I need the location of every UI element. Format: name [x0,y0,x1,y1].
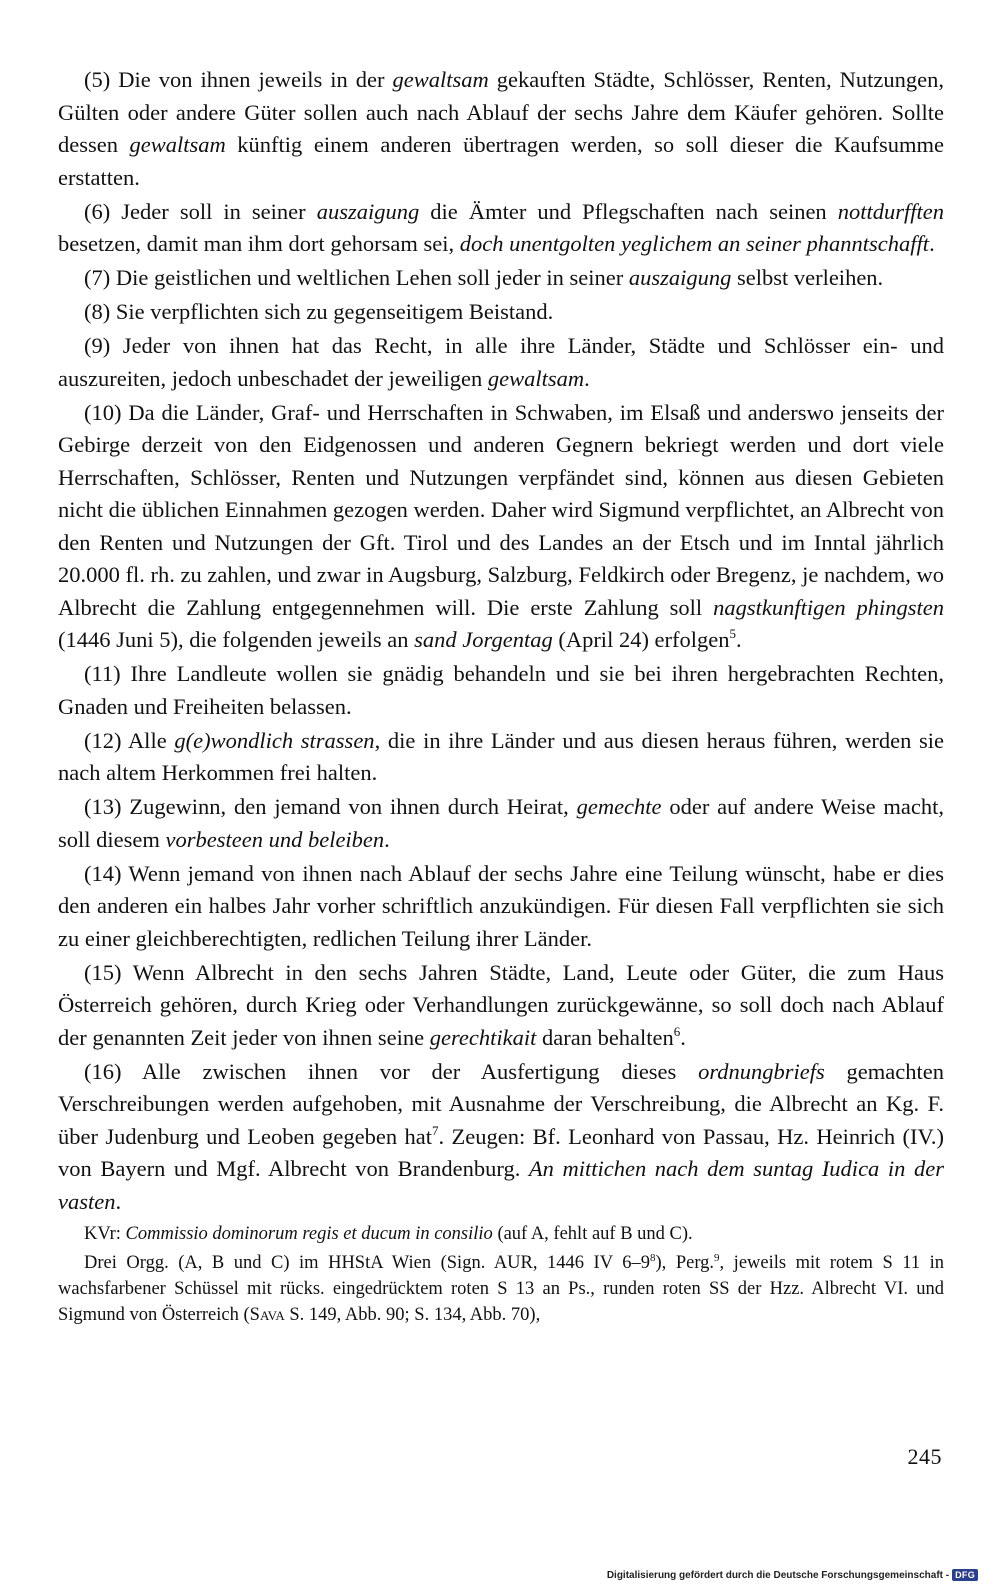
text-run: (April 24) erfolgen [552,627,730,652]
italic-term: An mittichen nach dem suntag Iudica in der vasten [58,1156,944,1214]
italic-term: sand Jorgentag [414,627,553,652]
text-run: (6) Jeder soll in seiner [84,198,317,224]
text-run: (7) Die geistlichen und weltlichen Lehen soll jeder in seiner [84,265,629,290]
paragraph [58,725,944,790]
text-run: besetzen, damit man ihm dort gehorsam sei, [58,231,460,256]
italic-term: nottdurfften [837,198,944,224]
text-run: . [115,1188,122,1214]
text-run: selbst verleihen. [731,265,884,290]
italic-term: nagstkunftigen phingsten [713,594,945,620]
paragraph [58,658,944,723]
source-note [58,1221,944,1247]
paragraph [58,296,944,329]
text-run: (14) Wenn jemand von ihnen nach Ablauf der sechs Jahre eine Teilung wünscht, habe er dies den anderen ein halbes Jahr vorher schriftlich anzukündigen. Für diesen Fall verpflichten sie sich zu einer gleichberechtigten, redlichen Teilung ihrer Länder. [58,860,944,951]
footnote-ref: 7 [431,1122,439,1138]
source-note [58,1250,944,1328]
italic-term: gewaltsam [487,365,585,391]
dfg-logo: DFG [952,1569,978,1581]
text-run: gekauften Städte, Schlösser, Renten, Nutzungen, Gülten oder andere Güter sollen auch nach Ablauf der sechs Jahre dem Käufer gehören. Sollte dessen [58,67,944,157]
italic-term: gewaltsam [392,67,489,92]
paragraph [58,330,944,395]
paragraph [58,1056,944,1219]
italic-term: gemechte [576,794,662,819]
paragraph [58,262,944,295]
text-run: Drei Orgg. (A, B und C) im HHStA Wien (Sign. AUR, 1446 IV 6–9 [84,1253,651,1273]
footnote-ref: 6 [673,1023,681,1039]
text-run: . [736,627,742,652]
text-run: . [384,826,390,852]
italic-term: vorbesteen und beleiben [165,826,385,852]
text-run: (12) Alle [84,727,175,753]
source-notes [58,1221,944,1328]
text-run: . [584,365,590,391]
italic-term: ordnungbriefs [698,1058,825,1084]
text-run: . Zeugen: Bf. Leonhard von Passau, Hz. Heinrich (IV.) von Bayern und Mgf. Albrecht von Brandenburg. [58,1123,944,1181]
text-run: . [680,1024,686,1050]
text-run: oder auf andere Weise macht, soll diesem [58,794,944,852]
paragraph [58,397,944,657]
main-paragraphs [58,64,944,1218]
text-run: S. 149, Abb. 90; S. 134, Abb. 70), [284,1305,541,1325]
italic-term: gewaltsam [129,132,226,157]
text-run: Sava [249,1305,285,1325]
text-run: (5) Die von ihnen jeweils in der [84,67,393,92]
text-run: künftig einem anderen übertragen werden, so soll dieser die Kaufsumme erstatten. [58,132,944,190]
text-run: (8) Sie verpflichten sich zu gegenseitigem Beistand. [84,299,554,324]
footer-credit: Digitalisierung gefördert durch die Deutsche Forschungsgemeinschaft - [606,1569,950,1581]
text-run: die Ämter und Pflegschaften nach seinen [419,198,838,224]
italic-term: auszaigung [628,265,732,290]
text-run: , jeweils mit rotem S 11 in wachsfarbener Schüssel mit rücks. eingedrücktem roten S 13 an Ps., runden roten SS der Hzz. Albrecht VI. und Sigmund von Österreich ( [58,1253,944,1325]
italic-term: doch unentgolten yeglichem an seiner phanntschafft [459,231,930,256]
page-text-block [58,64,944,1328]
digitization-footer [607,1569,978,1581]
text-run: (11) Ihre Landleute wollen sie gnädig behandeln und sie bei ihren hergebrachten Rechten, Gnaden und Freiheiten belassen. [58,661,944,719]
text-run: (auf A, fehlt auf B und C). [492,1224,693,1244]
paragraph [58,957,944,1055]
paragraph [58,196,944,261]
text-run: (15) Wenn Albrecht in den sechs Jahren Städte, Land, Leute oder Güter, die zum Haus Österreich gehören, durch Krieg oder Verhandlungen zurückgewänne, so soll doch nach Ablauf der genannten Zeit jeder von ihnen seine [58,959,944,1050]
text-run: (10) Da die Länder, Graf- und Herrschaften in Schwaben, im Elsaß und anderswo jenseits der Gebirge derzeit von den Eidgenossen und anderen Gegnern bekriegt werden und dort viele Herrschaften, Schlösser, Renten und Nutzungen verpfändet sind, können aus diesen Gebieten nicht die üblichen Einnahmen gezogen werden. Daher wird Sigmund verpflichtet, an Albrecht von den Renten und Nutzungen der Gft. Tirol und des Landes an der Etsch und im Inntal jährlich 20.000 fl. rh. zu zahlen, und zwar in Augsburg, Salzburg, Feldkirch oder Bregenz, je nachdem, wo Albrecht die Zahlung entgegennehmen will. Die erste Zahlung soll [58,399,944,620]
text-run: , die in ihre Länder und aus diesen heraus führen, werden sie nach altem Herkommen frei halten. [58,727,945,785]
text-run: KVr: [84,1224,126,1244]
footnote-ref: 8 [650,1252,656,1264]
text-run: (16) Alle zwischen ihnen vor der Ausfertigung dieses [84,1058,699,1084]
text-run: (9) Jeder von ihnen hat das Recht, in alle ihre Länder, Städte und Schlösser ein- und auszureiten, jedoch unbeschadet der jeweiligen [58,333,944,391]
paragraph [58,791,944,856]
text-run: daran behalten [536,1024,674,1050]
page-number: 245 [907,1444,942,1469]
footnote-ref: 5 [729,626,737,641]
paragraph [58,64,944,194]
italic-term: gerechtikait [429,1024,537,1050]
footnote-ref: 9 [714,1252,720,1264]
text-run: ), Perg. [655,1253,715,1273]
text-run: (1446 Juni 5), die folgenden jeweils an [58,627,415,652]
paragraph [58,858,944,956]
italic-term: auszaigung [316,198,420,224]
italic-term: g(e)wondlich strassen [174,727,375,753]
italic-term: Commissio dominorum regis et ducum in consilio [125,1224,493,1244]
text-run: (13) Zugewinn, den jemand von ihnen durch Heirat, [84,794,577,819]
text-run: . [929,231,935,256]
text-run: gemachten Verschreibungen werden aufgehoben, mit Ausnahme der Verschreibung, die Albrecht an Kg. F. über Judenburg und Leoben gegeben hat [58,1058,944,1149]
